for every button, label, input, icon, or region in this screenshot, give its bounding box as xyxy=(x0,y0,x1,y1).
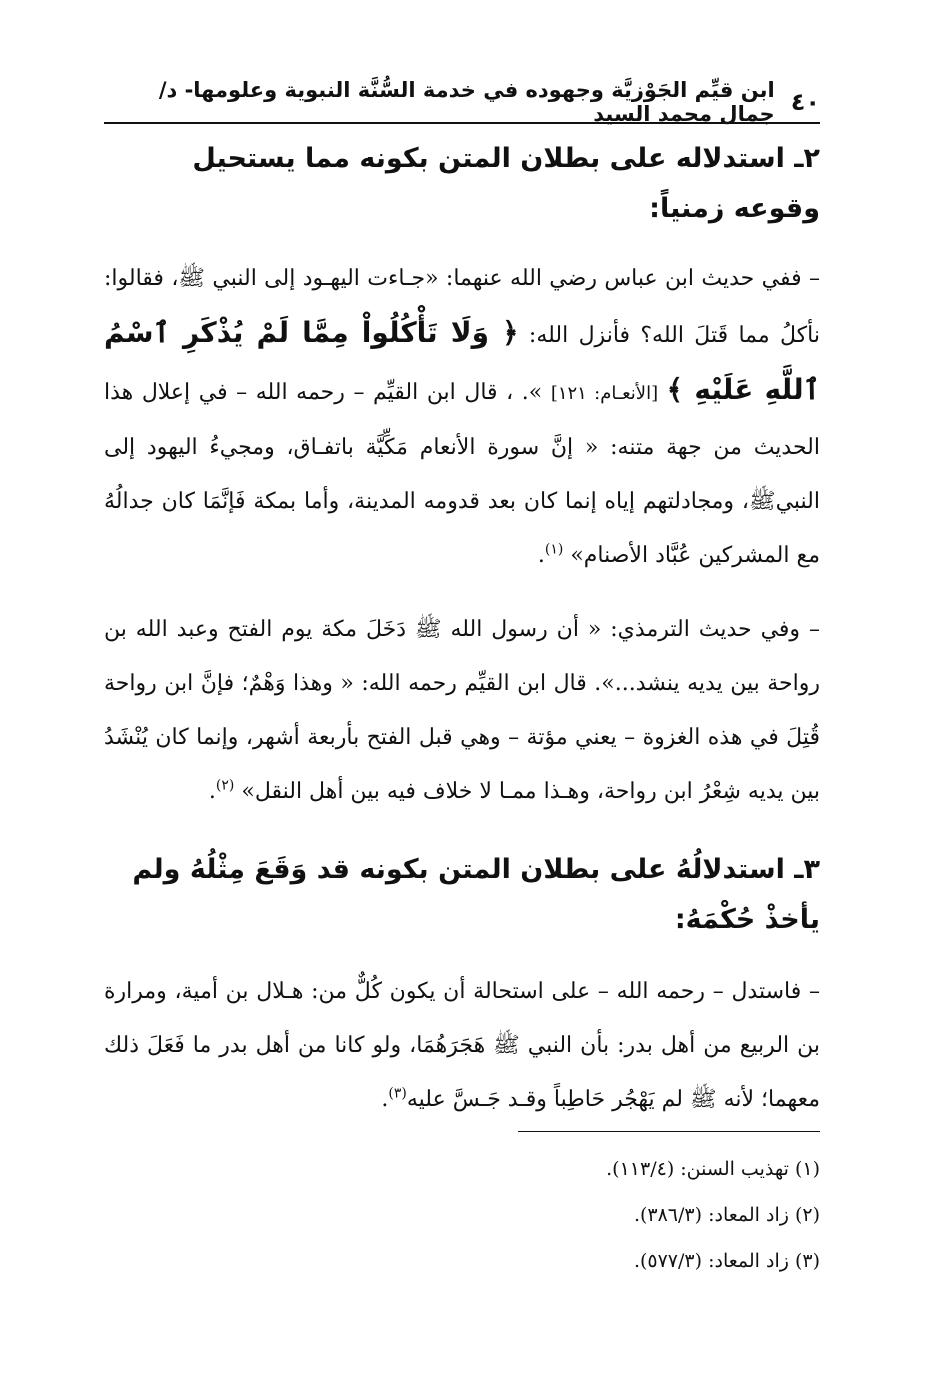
quran-verse: ﴿ وَلَا تَأْكُلُواْ مِمَّا لَمْ يُذْكَرِ ٱسْمُ ٱللَّهِ عَلَيْهِ ﴾ xyxy=(104,316,821,406)
running-head xyxy=(104,78,820,126)
paragraph-end: . xyxy=(381,1087,389,1112)
section-3-paragraph-1 xyxy=(104,965,820,1127)
footnote-1: (١) تهذيب السنن: (١١٣/٤). xyxy=(606,1158,820,1180)
paragraph-text: ». ، قال ابن القيِّم – رحمه الله – في إعلال هذا الحديث من جهة متنه: « إنَّ سورة الأنعام مَكِّيَّة باتفـاق، ومجيءُ اليهود إلى النبيﷺ، ومجادلتهم إياه إنما كان بعد قدومه المدينة، وأما بمكة فَإنَّمَا كان جدالُهُ مع المشركين عُبَّاد الأصنام» xyxy=(104,380,820,568)
paragraph-end: . xyxy=(537,543,545,568)
section-3-heading: ٣ـ استدلالُهُ على بطلان المتن بكونه قد وَقَعَ مِثْلُهُ ولم يأخذْ حُكْمَهُ: xyxy=(132,854,820,935)
paragraph-text: – وفي حديث الترمذي: « أن رسول الله ﷺ دَخَلَ مكة يوم الفتح وعبد الله بن رواحة بين يديه ينشد...». قال ابن القيِّم رحمه الله: « وهذا وَهْمٌ؛ فإنَّ ابن رواحة قُتِلَ في هذه الغزوة – يعني مؤتة – وهي قبل الفتح بأربعة أشهر، وإنما كان يُنْشَدُ بين يديه شِعْرُ ابن رواحة، وهـذا ممـا لا خلاف فيه بين أهل النقل» xyxy=(104,617,820,804)
quran-reference: [الأنعـام: ١٢١] xyxy=(550,383,659,404)
footnote-3: (٣) زاد المعاد: (٥٧٧/٣). xyxy=(633,1250,820,1272)
paragraph-end: . xyxy=(208,779,216,804)
page-body xyxy=(104,134,820,1127)
running-head-title: ابن قيِّم الجَوْزيَّة وجهوده في خدمة السُّنَّة النبوية وعلومها- د/جمال محمد السيد xyxy=(158,78,775,126)
footnote-marker: (٣) xyxy=(388,1085,407,1102)
footnote-divider xyxy=(518,1131,820,1132)
footnote-2: (٢) زاد المعاد: (٣٨٦/٣). xyxy=(633,1204,820,1226)
footnote-marker: (١) xyxy=(544,541,564,558)
section-2-paragraph-1 xyxy=(104,252,820,583)
paragraph-text: – ففي حديث ابن عباس رضي الله عنهما: «جـاءت اليهـود إلى النبي ﷺ، فقالوا: نأكلُ مما قَتلَ الله؟ فأنزل الله: xyxy=(104,266,820,348)
section-2-heading: ٢ـ استدلاله على بطلان المتن بكونه مما يستحيل وقوعه زمنياً: xyxy=(192,143,820,224)
page-number: ٤٠ xyxy=(790,88,820,116)
paragraph-text: – فاستدل – رحمه الله – على استحالة أن يكون كُلٌّ من: هـلال بن أمية، ومرارة بن الربيع من أهل بدر: بأن النبي ﷺ هَجَرَهُمَا، ولو كانا من أهل بدر ما فَعَلَ ذلك معهما؛ لأنه ﷺ لم يَهْجُر حَاطِباً وقـد جَـسَّ عليه xyxy=(104,979,820,1112)
section-2-paragraph-2 xyxy=(104,603,820,819)
footnote-marker: (٢) xyxy=(215,777,235,794)
footnotes xyxy=(104,1146,820,1284)
